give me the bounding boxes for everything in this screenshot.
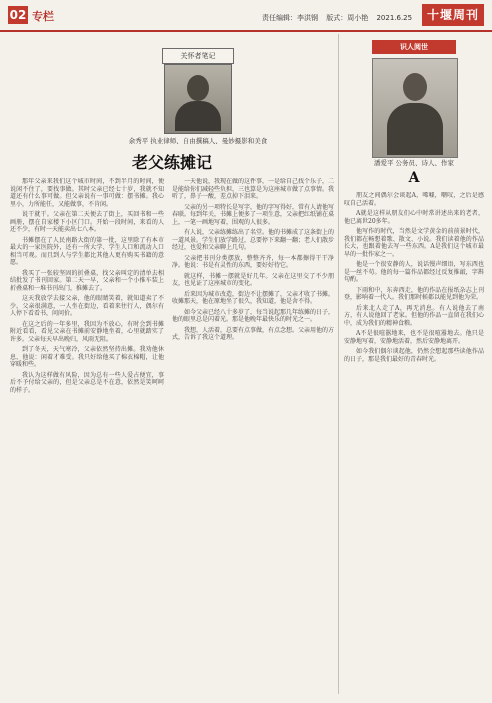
paragraph: 如今父亲已经八十多岁了，每当说起那几年练摊的日子，他的眼里总是闪着光。那是他晚年最快乐的时光之一。: [172, 308, 334, 323]
paragraph: 父亲的另一项特长是写字，他的字写得好，常有人请他写春联。每到年关，书摊上便多了一项生意，父亲把红纸铺在桌上，一笔一画地写着，围观的人很多。: [172, 203, 334, 226]
side-author-body: [387, 103, 443, 155]
column-label: 关怀者笔记: [162, 48, 234, 64]
article-body-left: [10, 178, 164, 694]
paragraph: 我认为这样做有风险，因为总有一些人爱占便宜，事后不予付给父亲的，但是父亲总是不在意，依然是笑呵呵的样子。: [10, 371, 164, 394]
paragraph: 有人说，父亲练摊练出了名堂。他的书摊成了这条街上的一道风景。学生们放学路过，总要停下来翻一翻；老人们散步经过，也爱和父亲聊上几句。: [172, 229, 334, 251]
page-number: 02: [9, 8, 27, 22]
paragraph: 在这之后的一年多里，我因为不放心，有时会到书摊附近看看，看见父亲在书摊前安静地坐着，心里就踏实了许多。父亲每天早出晚归，风雨无阻。: [10, 320, 164, 343]
side-article-body: [344, 192, 484, 692]
paragraph: 我想，人活着，总要有点事做，有点念想。父亲用他的方式，告诉了我这个道理。: [172, 326, 334, 341]
column-divider: [338, 34, 339, 694]
main-article: [10, 40, 334, 695]
paragraph: 下雨和中，东奔西走，他的作品在报纸杂志上刊登，影响着一代人。我们那时候都以能见到他为荣。: [344, 286, 484, 301]
side-banner: 识人阅世: [372, 40, 456, 54]
author-shoulders: [175, 101, 221, 131]
paragraph: 父亲把书刊分类摆放，整整齐齐，每一本都擦得干干净净。他说：书是有灵性的东西，要好好待它。: [172, 254, 334, 269]
paragraph: 如今我们偶尔谈起他，仍然会想起那些读他作品的日子，那是我们最好的青春时光。: [344, 348, 484, 363]
paragraph: 他是一个很安静的人，说话慢声细语，写东西也是一丝不苟。他的每一篇作品都经过反复推敲，字斟句酌。: [344, 261, 484, 283]
article-title: 老父练摊记: [131, 153, 212, 172]
side-author-head: [403, 73, 427, 101]
author-head: [187, 75, 209, 101]
paragraph: 朋友之间偶尔会谈起A，唏嘘，嘲叹，之后是感叹自己活着。: [344, 192, 484, 207]
paragraph: 他写作的时代，当然是文学黄金的前前景时代，我们都在畅想着歌、散文、小说。我们读着他的作品长大，也跟着他去写一些东西。A是我们这个城市最早的一批作家之一。: [344, 228, 484, 258]
paragraph: A不是很喧嚣地来，也不是很喧嚣地去。他只是安静地写着，安静地活着，然后安静地离开。: [344, 330, 484, 345]
side-article-title: A: [408, 170, 420, 186]
side-article: [344, 40, 484, 695]
paragraph: 后来因为城市改造，街边不让摆摊了，父亲才收了书摊。收摊那天，他在原地坐了很久，我知道，他是舍不得。: [172, 290, 334, 305]
paragraph: 那年父亲来我们这个城市时间，不到半月的时间，便说闲不住了，要找事做。其时父亲已经七十岁，我就不知道还有什么事可做。但父亲说有一事可做：摆书摊。我心里小，力所能任，又能做事，不肯闲。: [10, 178, 164, 208]
paragraph: 我买了一张较坚固的折叠桌，找父亲叫定的清单去相结批发了书刊回家。第二天一早，父亲和一个小推车装上折叠桌和一堆书刊出门，推摊去了。: [10, 269, 164, 292]
section-label: 专栏: [32, 10, 54, 23]
paragraph: 到了冬天，天气寒冷，父亲依然坚持出摊。我劝他休息，他说：闲着才难受。我只好给他买了棉衣棉帽，让他穿暖和些。: [10, 346, 164, 368]
layout-label: 版式：周小艳: [326, 14, 369, 22]
author-photo: [164, 64, 232, 134]
editor-meta: [262, 13, 418, 23]
date-label: 2021.6.25: [376, 14, 413, 22]
masthead: 十堰周刊: [422, 4, 484, 26]
page-header: [0, 0, 492, 32]
paragraph: 说干就干。父亲在第二天便去了街上，买回书和一些画册，摆在自家楼下小区门口。开始一段时间，来看的人还不少，有时一天能卖出七八本。: [10, 211, 164, 233]
paragraph: A就是这样从朋友们心中时常讲述出来的老者，他已离世20多年。: [344, 210, 484, 225]
side-author-photo: [372, 58, 458, 158]
side-author-caption: 潘爱平 公务员、诗人、作家: [373, 159, 455, 167]
editor-label: 责任编辑：李洪钢: [262, 14, 318, 22]
paragraph: 书摊摆在了人民南路大街的第一批，这里除了有本市最大的一家医院外，还有一所大学、学生人口和流动人口相当可观。而且到人与学生都比其他人更有购买书籍的意愿。: [10, 236, 164, 266]
paragraph: 一天他说，我现在做的这件事，一是给自己找个乐子，二是能给你们减轻些负担，三也算是为这座城市做了点事情。我听了，鼻子一酸，差点掉下泪来。: [172, 178, 334, 200]
article-body-mid: [172, 178, 334, 694]
paragraph: 后来北人走了A，再无消息。有人说他去了南方，有人说他回了老家。但他的作品一直留在我们心中，成为我们的精神食粮。: [344, 304, 484, 327]
author-caption: 余秀平 执业律师、自由撰稿人、曼妙摄影和美食: [128, 137, 268, 145]
paragraph: 就这样，书摊一摆就是好几年。父亲在这里交了不少朋友，也见证了这座城市的变化。: [172, 272, 334, 287]
paragraph: 这天我放学去接父亲，他的眼睛笑着，就知道卖了不少。父亲很满意，一人坐在街边，看着来往行人，偶尔有人停下看看书，问问价。: [10, 295, 164, 317]
